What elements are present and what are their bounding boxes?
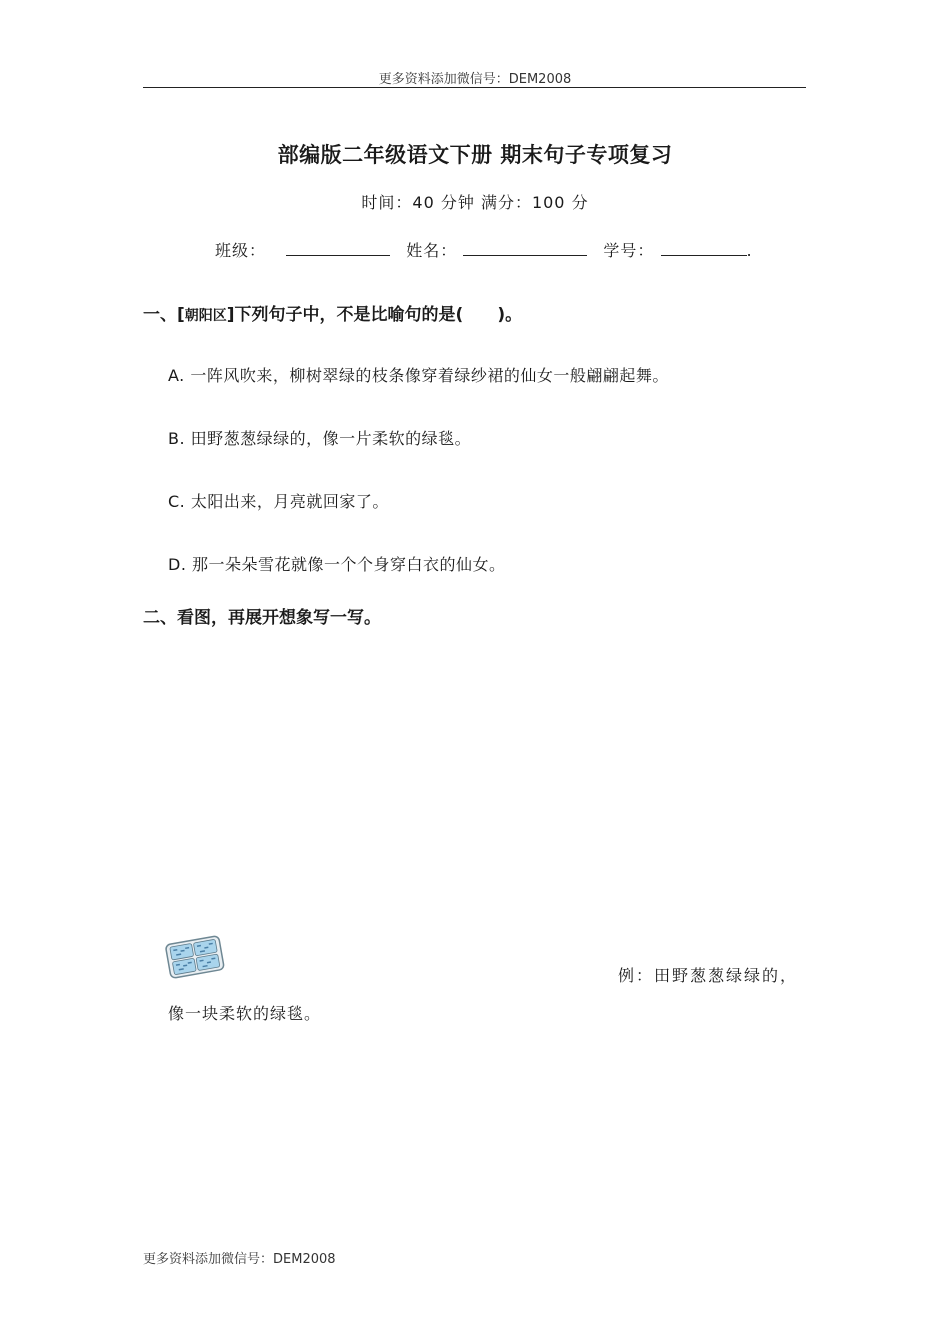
- class-blank[interactable]: [286, 239, 390, 256]
- number-blank[interactable]: [661, 239, 747, 256]
- option-d: D. 那一朵朵雪花就像一个个身穿白衣的仙女。: [168, 555, 506, 574]
- exam-meta: 时间：40 分钟 满分：100 分: [361, 193, 589, 212]
- page-title: 部编版二年级语文下册 期末句子专项复习: [277, 143, 673, 167]
- header-rule: [143, 87, 806, 88]
- class-label: 班级：: [215, 241, 267, 260]
- page-header: 更多资料添加微信号：DEM2008: [378, 72, 572, 87]
- option-b: B. 田野葱葱绿绿的，像一片柔软的绿毯。: [168, 429, 472, 448]
- q1-stem: ]下列句子中，不是比喻句的是(: [226, 305, 464, 325]
- info-end-mark: .: [746, 241, 753, 260]
- name-label: 姓名：: [406, 241, 458, 260]
- q1-prefix: 一、[: [143, 305, 185, 325]
- page-footer: 更多资料添加微信号：DEM2008: [143, 1252, 336, 1267]
- name-blank[interactable]: [463, 239, 587, 256]
- number-label: 学号：: [603, 241, 655, 260]
- q1-district-tag: 朝阳区: [184, 308, 227, 324]
- student-info-line: [215, 238, 753, 261]
- example-sentence-line2: 像一块柔软的绿毯。: [168, 1004, 322, 1023]
- question-2-heading: 二、看图，再展开想象写一写。: [143, 608, 381, 628]
- field-grid-icon: [163, 934, 227, 982]
- q1-stem-end: )。: [497, 305, 523, 325]
- option-c: C. 太阳出来，月亮就回家了。: [168, 492, 389, 511]
- example-sentence-line1: 例：田野葱葱绿绿的，: [617, 966, 798, 985]
- option-a: A. 一阵风吹来，柳树翠绿的枝条像穿着绿纱裙的仙女一般翩翩起舞。: [168, 366, 669, 385]
- question-1-heading: [143, 300, 522, 325]
